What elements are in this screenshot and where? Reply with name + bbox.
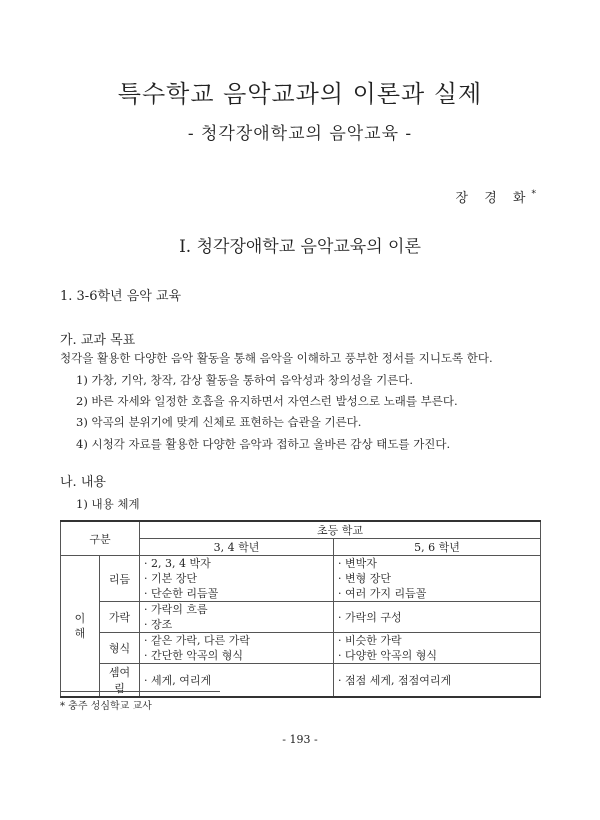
group-label-char: 이 [74, 612, 86, 625]
grade-5-6-cell [334, 602, 541, 633]
cell-line: · 장조 [144, 618, 173, 631]
category-cell: 셈여림 [100, 664, 140, 698]
goal-item: 1) 가창, 기악, 창작, 감상 활동을 통하여 음악성과 창의성을 기른다. [76, 373, 414, 387]
grade-3-4-cell [140, 633, 334, 664]
grade-5-6-cell [334, 556, 541, 602]
category-cell: 리듬 [100, 556, 140, 602]
heading-content: 나. 내용 [60, 475, 106, 490]
table-header-row [61, 521, 541, 539]
footnote: * 충주 성심학교 교사 [60, 701, 152, 712]
section-title: Ⅰ. 청각장애학교 음악교육의 이론 [179, 237, 421, 257]
group-label-char: 해 [74, 627, 86, 640]
footnote-divider [60, 691, 220, 692]
cell-line: · 같은 가락, 다른 가락 [144, 634, 251, 647]
category-cell: 가락 [100, 602, 140, 633]
sub-heading-content-system: 1) 내용 체계 [76, 497, 140, 511]
heading-curriculum-goals: 가. 교과 목표 [60, 333, 136, 348]
content-system-table [60, 520, 541, 698]
group-label-understanding [61, 556, 100, 698]
cell-line: · 비슷한 가락 [338, 634, 402, 647]
grade-3-4-cell [140, 556, 334, 602]
cell-line: · 점점 세게, 점점여리게 [338, 673, 452, 687]
grade-5-6-cell [334, 664, 541, 698]
cell-line: · 가락의 흐름 [144, 603, 208, 616]
grade-3-4-cell [140, 602, 334, 633]
header-grade-5-6: 5, 6 학년 [334, 539, 541, 556]
cell-line: · 변형 장단 [338, 572, 392, 585]
cell-line: · 다양한 악곡의 형식 [338, 649, 438, 662]
page-number: - 193 - [282, 733, 318, 746]
cell-line: · 단순한 리듬꼴 [144, 587, 219, 600]
table-row [61, 602, 541, 633]
cell-line: · 세게, 여리게 [144, 673, 212, 687]
goal-item: 2) 바른 자세와 일정한 호흡을 유지하면서 자연스런 발성으로 노래를 부른다. [76, 394, 458, 408]
cell-line: · 기본 장단 [144, 572, 198, 585]
author-name-text: 장 경 화 [455, 191, 532, 206]
category-cell: 형식 [100, 633, 140, 664]
cell-line: · 여러 가지 리듬꼴 [338, 587, 427, 600]
goal-item: 3) 악곡의 분위기에 맞게 신체로 표현하는 습관을 기른다. [76, 415, 362, 429]
cell-line: · 간단한 악곡의 형식 [144, 649, 244, 662]
cell-line: · 2, 3, 4 박자 [144, 557, 211, 570]
document-title: 특수학교 음악교과의 이론과 실제 [117, 80, 483, 108]
heading-grade-music-education: 1. 3-6학년 음악 교육 [60, 289, 182, 304]
author-name [456, 187, 536, 206]
table-row [61, 556, 541, 602]
grade-5-6-cell [334, 633, 541, 664]
cell-line: · 가락의 구성 [338, 610, 402, 624]
header-school: 초등 학교 [140, 521, 541, 539]
header-gubun: 구분 [61, 521, 140, 556]
document-subtitle: - 청각장애학교의 음악교육 - [187, 124, 413, 144]
header-grade-3-4: 3, 4 학년 [140, 539, 334, 556]
goal-intro-paragraph: 청각을 활용한 다양한 음악 활동을 통해 음악을 이해하고 풍부한 정서를 지니도록 한다. [60, 351, 493, 365]
table-row [61, 633, 541, 664]
goal-item: 4) 시청각 자료를 활용한 다양한 음악과 접하고 올바른 감상 태도를 가진다. [76, 437, 451, 451]
cell-line: · 변박자 [338, 557, 377, 570]
author-footnote-mark: * [531, 189, 536, 200]
